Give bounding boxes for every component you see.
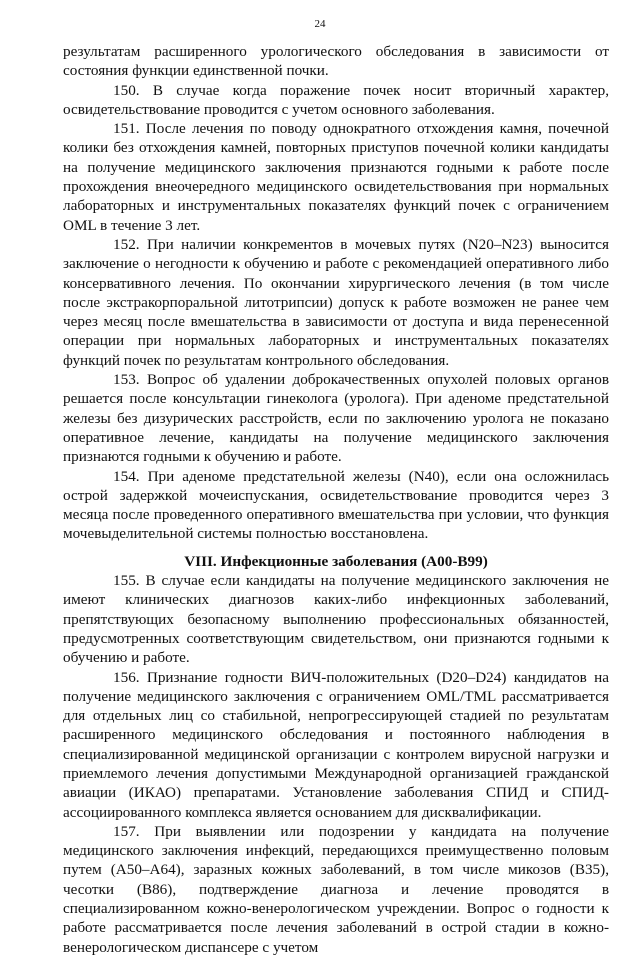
- page-number: 24: [314, 18, 326, 30]
- paragraph-154: 154. При аденоме предстательной железы (N40), если она осложнилась острой задержкой мочеиспускания, освидетельствование проводится через 3 месяца после проведенного оперативного вмешательства при условии, что функция мочевыделительной системы полностью восстановлена.: [63, 467, 609, 543]
- paragraph-150: 150. В случае когда поражение почек носит вторичный характер, освидетельствование проводится с учетом основного заболевания.: [63, 81, 609, 118]
- paragraph-156: 156. Признание годности ВИЧ-положительных (D20–D24) кандидатов на получение медицинского заключения с ограничением OML/TML рассматривается для отдельных лиц со стабильной, непрогрессирующей стадией по результатам расширенного медицинского обследования и постоянного наблюдения в специализированной медицинской организации с контролем вирусной нагрузки и приемлемого лечения допустимыми Международной организацией гражданской авиации (ИКАО) препаратами. Установление заболевания СПИД и СПИД-ассоциированного комплекса является основанием для дисквалификации.: [63, 668, 609, 821]
- paragraph-155: 155. В случае если кандидаты на получение медицинского заключения не имеют клинических диагнозов каких-либо инфекционных заболеваний, препятствующих безопасному выполнению профессиональных обязанностей, предусмотренных соответствующим свидетельством, они признаются годными к обучению и работе.: [63, 572, 609, 667]
- page-body: [63, 42, 609, 957]
- paragraph-153: 153. Вопрос об удалении доброкачественных опухолей половых органов решается после консультации гинеколога (уролога). При аденоме предстательной железы без дизурических расстройств, если по заключению уролога не показано оперативное лечение, кандидаты на получение медицинского заключения признаются годными к обучению и работе.: [63, 371, 609, 466]
- paragraph-151: 151. После лечения по поводу однократного отхождения камня, почечной колики без отхождения камней, повторных приступов почечной колики кандидаты на получение медицинского заключения признаются годными к работе после прохождения внеочередного медицинского освидетельствования при нормальных лабораторных и инструментальных показателях функций почек с ограничением OML в течение 3 лет.: [63, 120, 609, 234]
- continuation-paragraph: результатам расширенного урологического обследования в зависимости от состояния функции единственной почки.: [63, 43, 609, 80]
- paragraph-157: 157. При выявлении или подозрении у кандидата на получение медицинского заключения инфекций, передающихся преимущественно половым путем (А50–А64), заразных кожных заболеваний, в том числе микозов (В35), чесотки (В86), подтверждение диагноза и лечение проводятся в специализированном кожно-венерологическом учреждении. Вопрос о годности к работе рассматривается после лечения заболеваний в острой стадии в кожно-венерологическом диспансере с учетом: [63, 822, 609, 956]
- paragraph-152: 152. При наличии конкрементов в мочевых путях (N20–N23) выносится заключение о негодности к обучению и работе с рекомендацией оперативного либо консервативного лечения. По окончании хирургического лечения (в том числе после экстракорпоральной литотрипсии) допуск к работе возможен не ранее чем через месяц после вмешательства в зависимости от доступа и вида перенесенной операции при нормальных лабораторных и инструментальных показателях функций почек по результатам контрольного обследования.: [63, 235, 609, 369]
- section-heading: VIII. Инфекционные заболевания (A00-B99): [184, 552, 488, 570]
